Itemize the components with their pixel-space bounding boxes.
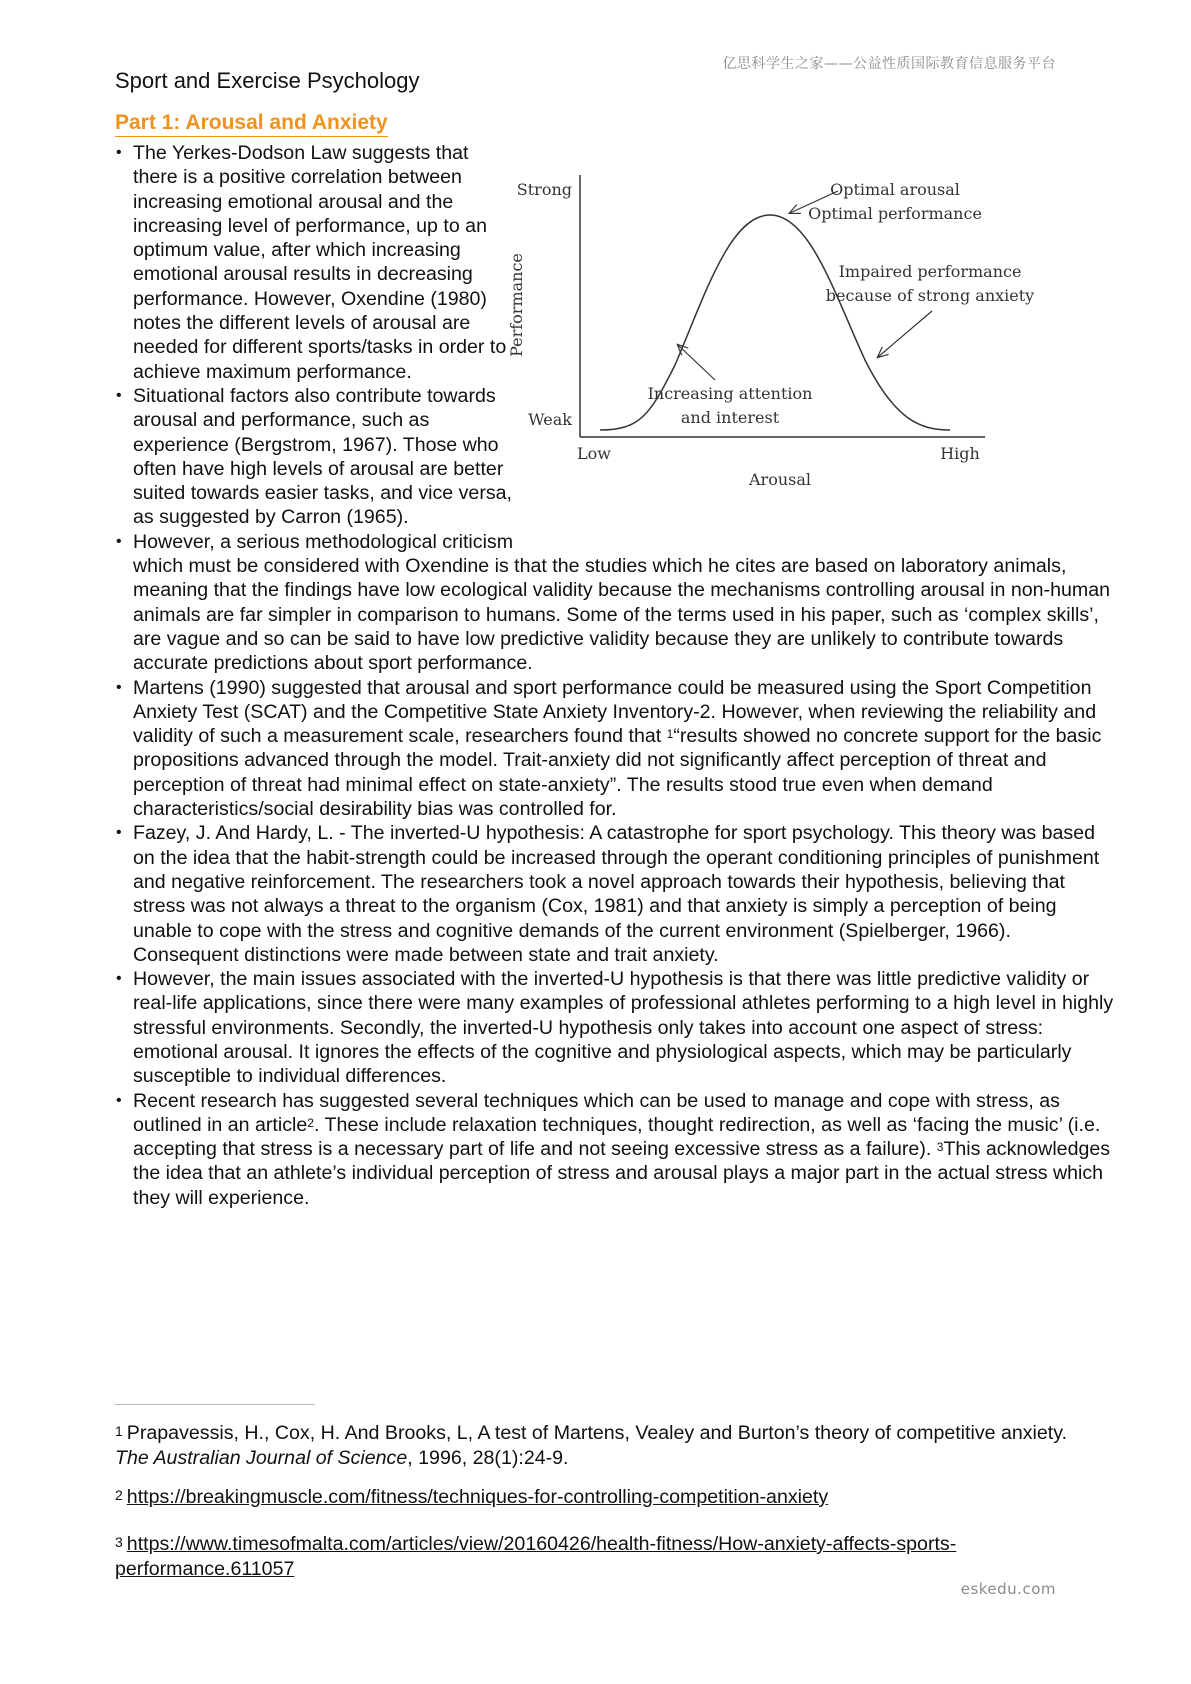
footnote-3: [115, 1532, 1075, 1582]
footnote-link[interactable]: https://breakingmuscle.com/fitness/techniques-for-controlling-competition-anxiety: [126, 1486, 829, 1508]
bullet-text: “results showed no concrete support for the basic propositions advanced through the model. Trait-anxiety did not significantly affect perception of threat and perception of threat had minimal effect on state-anxiety”. The results stood true even when demand characteristics/social desirability bias was controlled for.: [133, 725, 1102, 821]
document-title: Sport and Exercise Psychology: [115, 68, 420, 93]
list-item: [115, 1089, 1115, 1210]
bullet-list: [115, 141, 1115, 1210]
footnote-1: [115, 1421, 1075, 1471]
bullet-text: Fazey, J. And Hardy, L. - The inverted-U hypothesis: A catastrophe for sport psychology. This theory was based on the idea that the habit-strength could be increased through the operant conditioning principles of punishment and negative reinforcement. The researchers took a novel approach towards their hypothesis, believing that stress was not always a threat to the organism (Cox, 1981) and that anxiety is simply a perception of being unable to cope with the stress and cognitive demands of the current environment (Spielberger, 1966). Consequent distinctions were made between state and trait anxiety.: [133, 822, 1100, 966]
footnote-number: 1: [115, 1423, 123, 1439]
footnote-number: 2: [115, 1487, 123, 1503]
list-item: [115, 676, 1115, 822]
list-item: [115, 530, 1115, 676]
footnote-text: , 1996, 28(1):24-9.: [407, 1447, 569, 1469]
bullet-text: Recent research has suggested several techniques which can be used to manage and cope with stress, as outlined in an article: [133, 1089, 1060, 1136]
section-heading: Part 1: Arousal and Anxiety: [115, 110, 388, 137]
annotation-left-line-2: and interest: [680, 408, 780, 427]
list-item: [115, 141, 1115, 384]
annotation-right-line-2: because of strong anxiety: [825, 286, 1035, 305]
header-note: 亿思科学生之家——公益性质国际教育信息服务平台: [722, 56, 1056, 72]
footnote-ref[interactable]: 3: [936, 1140, 944, 1155]
footnote-number: 3: [115, 1534, 123, 1550]
x-left-label: Low: [577, 444, 611, 463]
bullet-text: Situational factors also contribute towards arousal and performance, such as experience (Bergstrom, 1967). Those who often have high levels of arousal are better suited towards easier tasks, and vice versa, as suggested by Carron (1965).: [133, 384, 512, 529]
footer-site: eskedu.com: [960, 1580, 1056, 1598]
annotation-left-line-1: Increasing attention: [647, 384, 813, 403]
annotation-peak-line-1: Optimal arousal: [830, 180, 960, 199]
footnote-journal: The Australian Journal of Science: [115, 1447, 408, 1469]
x-axis-label: Arousal: [748, 470, 812, 489]
y-axis-label: Performance: [507, 253, 526, 357]
footnote-link[interactable]: https://www.timesofmalta.com/articles/view/20160426/health-fitness/How-anxiety-affects-sports-performance.611057: [115, 1533, 957, 1580]
footnote-text: Prapavessis, H., Cox, H. And Brooks, L, A test of Martens, Vealey and Burton’s theory of competitive anxiety.: [126, 1422, 1068, 1444]
list-item: [115, 821, 1115, 967]
x-right-label: High: [940, 444, 980, 463]
footnote-ref[interactable]: 1: [666, 727, 674, 742]
list-item: [115, 967, 1115, 1088]
bullet-text: Martens (1990) suggested that arousal and sport performance could be measured using the Sport Competition Anxiety Test (SCAT) and the Competitive State Anxiety Inventory-2. However, when reviewing the reliability and validity of such a measurement scale, researchers found that: [133, 676, 1097, 748]
y-top-label: Strong: [516, 180, 572, 199]
list-item: [115, 384, 1115, 530]
bullet-text: The Yerkes-Dodson Law suggests that there is a positive correlation between increasing emotional arousal and the increasing level of performance, up to an optimum value, after which increasing emotional arousal results in decreasing performance. However, Oxendine (1980) notes the different levels of arousal are needed for different sports/tasks in order to achieve maximum performance.: [133, 142, 507, 383]
annotation-right-line-1: Impaired performance: [838, 262, 1022, 281]
footnote-ref[interactable]: 2: [307, 1115, 314, 1130]
annotation-peak-line-2: Optimal performance: [808, 204, 982, 223]
y-bottom-label: Weak: [528, 410, 572, 429]
bullet-text: However, the main issues associated with the inverted-U hypothesis is that there was little predictive validity or real-life applications, since there were many examples of professional athletes performing to a high level in highly stressful environments. Secondly, the inverted-U hypothesis only takes into account one aspect of stress: emotional arousal. It ignores the effects of the cognitive and physiological aspects, which may be particularly susceptible to individual differences.: [133, 968, 1114, 1088]
footnote-divider: [115, 1404, 315, 1405]
bullet-text: . These include relaxation techniques, thought redirection, as well as ‘facing the music’ (i.e. accepting that stress is a necessary part of life and not seeing excessive stress as a failure).: [133, 1113, 1101, 1161]
bullet-text: However, a serious methodological criticism which must be considered with Oxendine is that the studies which he cites are based on laboratory animals, meaning that the findings have low ecological validity because the mechanisms controlling arousal in non-human animals are far simpler in comparison to humans. Some of the terms used in his paper, such as ‘complex skills’, are vague and so can be said to have low predictive validity because they are unlikely to contribute towards accurate predictions about sport performance.: [133, 530, 1110, 675]
bullet-text: This acknowledges the idea that an athlete’s individual perception of stress and arousal plays a major part in the actual stress which they will experience.: [133, 1138, 1111, 1209]
footnote-2: [115, 1485, 1075, 1510]
